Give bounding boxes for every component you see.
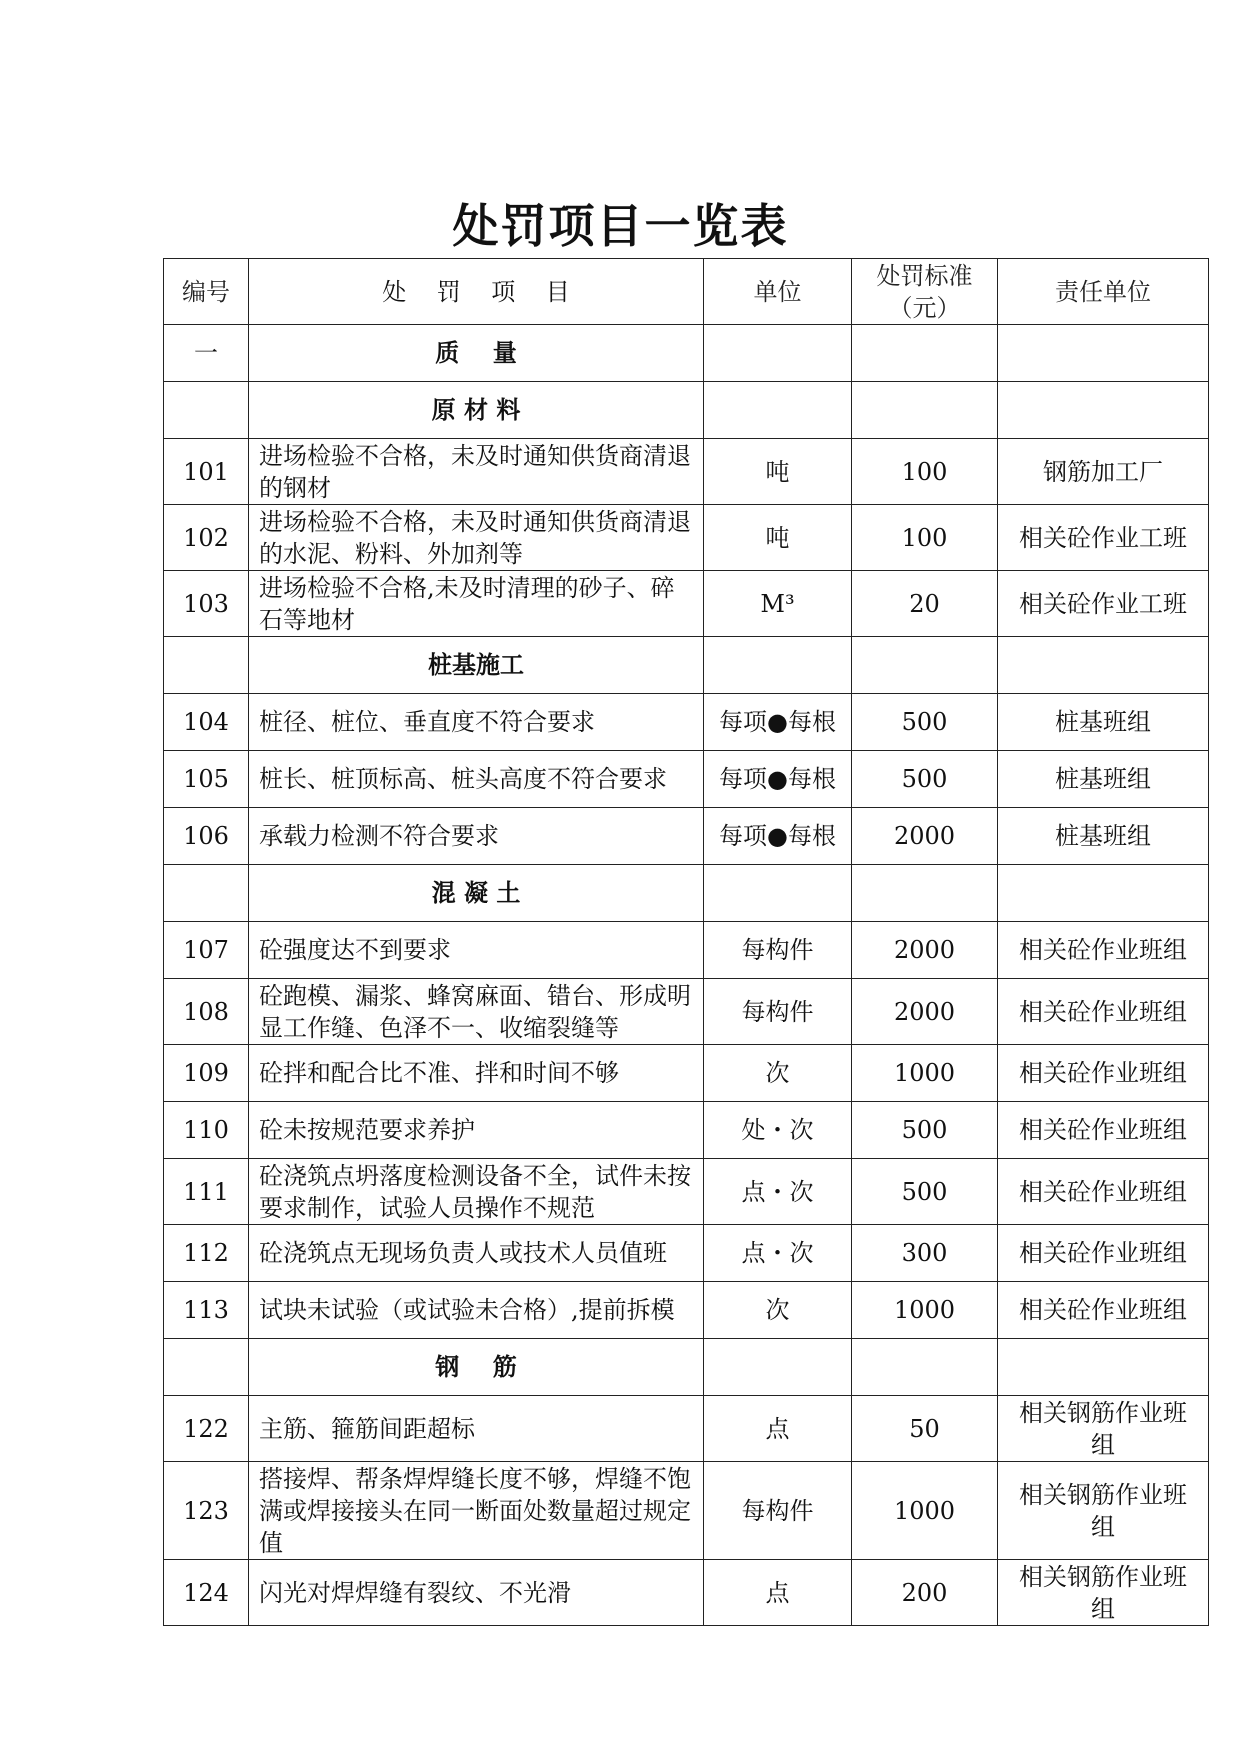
empty-cell [852, 865, 998, 922]
table-row [164, 1462, 1209, 1560]
item-number: 122 [164, 1396, 249, 1462]
table-row [164, 979, 1209, 1045]
empty-cell [704, 325, 852, 382]
table-row [164, 1225, 1209, 1282]
item-number: 106 [164, 808, 249, 865]
item-responsible: 相关砼作业班组 [998, 1225, 1209, 1282]
section-row [164, 865, 1209, 922]
item-description: 试块未试验（或试验未合格）,提前拆模 [249, 1282, 704, 1339]
item-number: 108 [164, 979, 249, 1045]
empty-cell [998, 865, 1209, 922]
item-description: 砼强度达不到要求 [249, 922, 704, 979]
item-responsible: 相关砼作业班组 [998, 1159, 1209, 1225]
item-unit: 点 [704, 1560, 852, 1626]
item-description: 砼拌和配合比不准、拌和时间不够 [249, 1045, 704, 1102]
item-description: 砼未按规范要求养护 [249, 1102, 704, 1159]
section-number [164, 865, 249, 922]
item-unit: 吨 [704, 439, 852, 505]
empty-cell [852, 1339, 998, 1396]
table-row [164, 571, 1209, 637]
item-responsible: 相关砼作业工班 [998, 571, 1209, 637]
table-row [164, 808, 1209, 865]
item-number: 110 [164, 1102, 249, 1159]
section-number [164, 1339, 249, 1396]
table-row [164, 1560, 1209, 1626]
section-row [164, 325, 1209, 382]
item-responsible: 相关砼作业工班 [998, 505, 1209, 571]
item-responsible: 相关钢筋作业班组 [998, 1560, 1209, 1626]
section-row [164, 382, 1209, 439]
item-unit: 每项●每根 [704, 694, 852, 751]
item-standard: 1000 [852, 1282, 998, 1339]
item-responsible: 桩基班组 [998, 694, 1209, 751]
item-unit: M³ [704, 571, 852, 637]
section-number: 一 [164, 325, 249, 382]
item-standard: 100 [852, 439, 998, 505]
item-description: 闪光对焊焊缝有裂纹、不光滑 [249, 1560, 704, 1626]
item-standard: 1000 [852, 1045, 998, 1102]
table-row [164, 1396, 1209, 1462]
empty-cell [998, 382, 1209, 439]
empty-cell [704, 637, 852, 694]
item-responsible: 相关砼作业班组 [998, 1045, 1209, 1102]
item-description: 砼浇筑点无现场负责人或技术人员值班 [249, 1225, 704, 1282]
item-number: 104 [164, 694, 249, 751]
item-number: 105 [164, 751, 249, 808]
item-number: 112 [164, 1225, 249, 1282]
empty-cell [998, 1339, 1209, 1396]
section-label: 钢 筋 [249, 1339, 704, 1396]
item-number: 102 [164, 505, 249, 571]
item-standard: 500 [852, 1159, 998, 1225]
item-description: 主筋、箍筋间距超标 [249, 1396, 704, 1462]
item-standard: 2000 [852, 808, 998, 865]
item-number: 124 [164, 1560, 249, 1626]
empty-cell [852, 637, 998, 694]
item-unit: 每构件 [704, 979, 852, 1045]
item-unit: 次 [704, 1045, 852, 1102]
table-row [164, 439, 1209, 505]
penalty-table [163, 258, 1209, 1626]
table-row [164, 1102, 1209, 1159]
item-description: 承载力检测不符合要求 [249, 808, 704, 865]
item-unit: 点 [704, 1396, 852, 1462]
item-standard: 20 [852, 571, 998, 637]
table-row [164, 1159, 1209, 1225]
item-responsible: 钢筋加工厂 [998, 439, 1209, 505]
header-item: 处 罚 项 目 [249, 259, 704, 325]
item-number: 103 [164, 571, 249, 637]
item-standard: 500 [852, 694, 998, 751]
empty-cell [998, 637, 1209, 694]
table-header-row [164, 259, 1209, 325]
item-description: 桩长、桩顶标高、桩头高度不符合要求 [249, 751, 704, 808]
item-description: 进场检验不合格，未及时通知供货商清退的水泥、粉料、外加剂等 [249, 505, 704, 571]
item-standard: 2000 [852, 979, 998, 1045]
item-unit: 每构件 [704, 1462, 852, 1560]
item-responsible: 相关砼作业班组 [998, 1282, 1209, 1339]
header-responsible: 责任单位 [998, 259, 1209, 325]
item-unit: 处・次 [704, 1102, 852, 1159]
item-description: 砼跑模、漏浆、蜂窝麻面、错台、形成明显工作缝、色泽不一、收缩裂缝等 [249, 979, 704, 1045]
section-label: 原 材 料 [249, 382, 704, 439]
item-description: 桩径、桩位、垂直度不符合要求 [249, 694, 704, 751]
empty-cell [704, 382, 852, 439]
item-responsible: 桩基班组 [998, 751, 1209, 808]
section-number [164, 382, 249, 439]
item-standard: 50 [852, 1396, 998, 1462]
section-label: 混 凝 土 [249, 865, 704, 922]
table-row [164, 1045, 1209, 1102]
item-number: 101 [164, 439, 249, 505]
table-row [164, 694, 1209, 751]
item-unit: 每构件 [704, 922, 852, 979]
item-number: 109 [164, 1045, 249, 1102]
empty-cell [998, 325, 1209, 382]
item-unit: 次 [704, 1282, 852, 1339]
item-unit: 每项●每根 [704, 808, 852, 865]
item-responsible: 相关砼作业班组 [998, 979, 1209, 1045]
section-label: 质 量 [249, 325, 704, 382]
item-unit: 吨 [704, 505, 852, 571]
item-standard: 100 [852, 505, 998, 571]
item-standard: 300 [852, 1225, 998, 1282]
table-row [164, 505, 1209, 571]
item-description: 进场检验不合格,未及时清理的砂子、碎石等地材 [249, 571, 704, 637]
item-description: 搭接焊、帮条焊焊缝长度不够，焊缝不饱满或焊接接头在同一断面处数量超过规定值 [249, 1462, 704, 1560]
item-unit: 点・次 [704, 1225, 852, 1282]
item-responsible: 桩基班组 [998, 808, 1209, 865]
item-number: 113 [164, 1282, 249, 1339]
item-number: 107 [164, 922, 249, 979]
item-description: 砼浇筑点坍落度检测设备不全，试件未按要求制作，试验人员操作不规范 [249, 1159, 704, 1225]
item-unit: 每项●每根 [704, 751, 852, 808]
item-standard: 2000 [852, 922, 998, 979]
item-responsible: 相关钢筋作业班组 [998, 1396, 1209, 1462]
empty-cell [704, 1339, 852, 1396]
item-number: 123 [164, 1462, 249, 1560]
table-row [164, 922, 1209, 979]
section-row [164, 637, 1209, 694]
document-title: 处罚项目一览表 [452, 199, 789, 253]
item-unit: 点・次 [704, 1159, 852, 1225]
section-row [164, 1339, 1209, 1396]
item-standard: 500 [852, 1102, 998, 1159]
header-unit: 单位 [704, 259, 852, 325]
table-row [164, 1282, 1209, 1339]
empty-cell [852, 382, 998, 439]
item-responsible: 相关钢筋作业班组 [998, 1462, 1209, 1560]
item-standard: 500 [852, 751, 998, 808]
item-number: 111 [164, 1159, 249, 1225]
item-standard: 200 [852, 1560, 998, 1626]
header-standard: 处罚标准（元） [852, 259, 998, 325]
section-number [164, 637, 249, 694]
empty-cell [852, 325, 998, 382]
item-responsible: 相关砼作业班组 [998, 1102, 1209, 1159]
table-row [164, 751, 1209, 808]
item-responsible: 相关砼作业班组 [998, 922, 1209, 979]
section-label: 桩基施工 [249, 637, 704, 694]
item-description: 进场检验不合格，未及时通知供货商清退的钢材 [249, 439, 704, 505]
item-standard: 1000 [852, 1462, 998, 1560]
header-number: 编号 [164, 259, 249, 325]
empty-cell [704, 865, 852, 922]
